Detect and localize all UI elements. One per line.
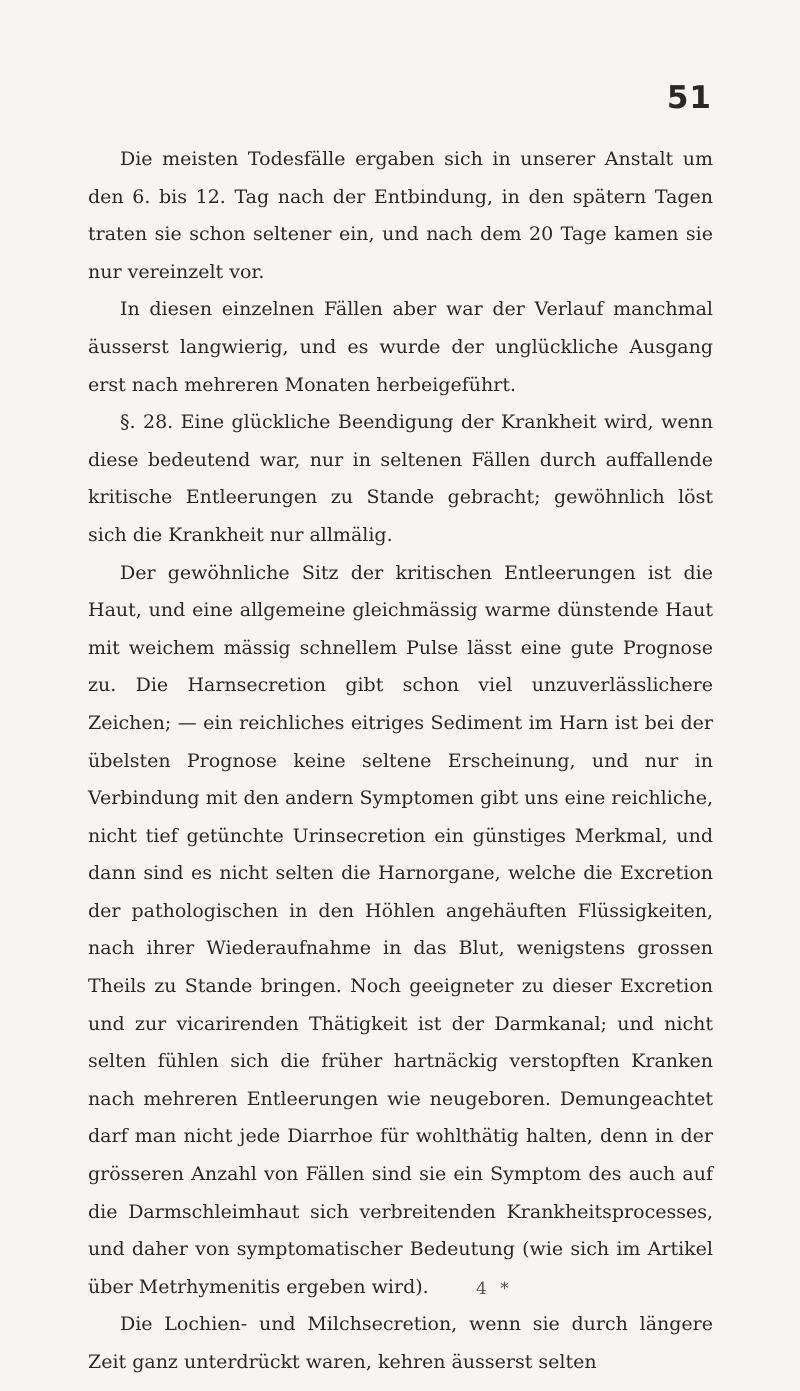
body-text bbox=[88, 141, 713, 1382]
paragraph-4: Der gewöhnliche Sitz der kritischen Entleerungen ist die Haut, und eine allgemeine gleichmässig warme dünstende Haut mit weichem mässig schnellem Pulse lässt eine gute Prognose zu. Die Harnsecretion gibt schon viel unzuverlässlichere Zeichen; — ein reichliches eitriges Sediment im Harn ist bei der übelsten Prognose keine seltene Erscheinung, und nur in Verbindung mit den andern Symptomen gibt uns eine reichliche, nicht tief getünchte Urinsecretion ein günstiges Merkmal, und dann sind es nicht selten die Harnorgane, welche die Excretion der pathologischen in den Höhlen angehäuften Flüssigkeiten, nach ihrer Wiederaufnahme in das Blut, wenigstens grossen Theils zu Stande bringen. Noch geeigneter zu dieser Excretion und zur vicarirenden Thätigkeit ist der Darmkanal; und nicht selten fühlen sich die früher hartnäckig verstopften Kranken nach mehreren Entleerungen wie neugeboren. Demungeachtet darf man nicht jede Diarrhoe für wohlthätig halten, denn in der grösseren Anzahl von Fällen sind sie ein Symptom des auch auf die Darmschleimhaut sich verbreitenden Krankheitsprocesses, und daher von symptomatischer Bedeutung (wie sich im Artikel über Metrhymenitis ergeben wird). bbox=[88, 561, 713, 1298]
paragraph-2: In diesen einzelnen Fällen aber war der Verlauf manchmal äusserst langwierig, und es wurde der unglückliche Ausgang erst nach mehreren Monaten herbeigeführt. bbox=[88, 298, 713, 396]
paragraph-5: Die Lochien- und Milchsecretion, wenn sie durch längere Zeit ganz unterdrückt waren, kehren äusserst selten bbox=[88, 1313, 713, 1373]
paragraph-3: §. 28. Eine glückliche Beendigung der Krankheit wird, wenn diese bedeutend war, nur in seltenen Fällen durch auffallende kritische Entleerungen zu Stande gebracht; gewöhnlich löst sich die Krankheit nur allmälig. bbox=[88, 411, 713, 546]
page-number: 51 bbox=[666, 80, 712, 116]
paragraph-1: Die meisten Todesfälle ergaben sich in unserer Anstalt um den 6. bis 12. Tag nach der Entbindung, in den spätern Tagen traten sie schon seltener ein, und nach dem 20 Tage kamen sie nur vereinzelt vor. bbox=[88, 148, 713, 283]
signature-mark: 4 * bbox=[476, 1279, 513, 1299]
